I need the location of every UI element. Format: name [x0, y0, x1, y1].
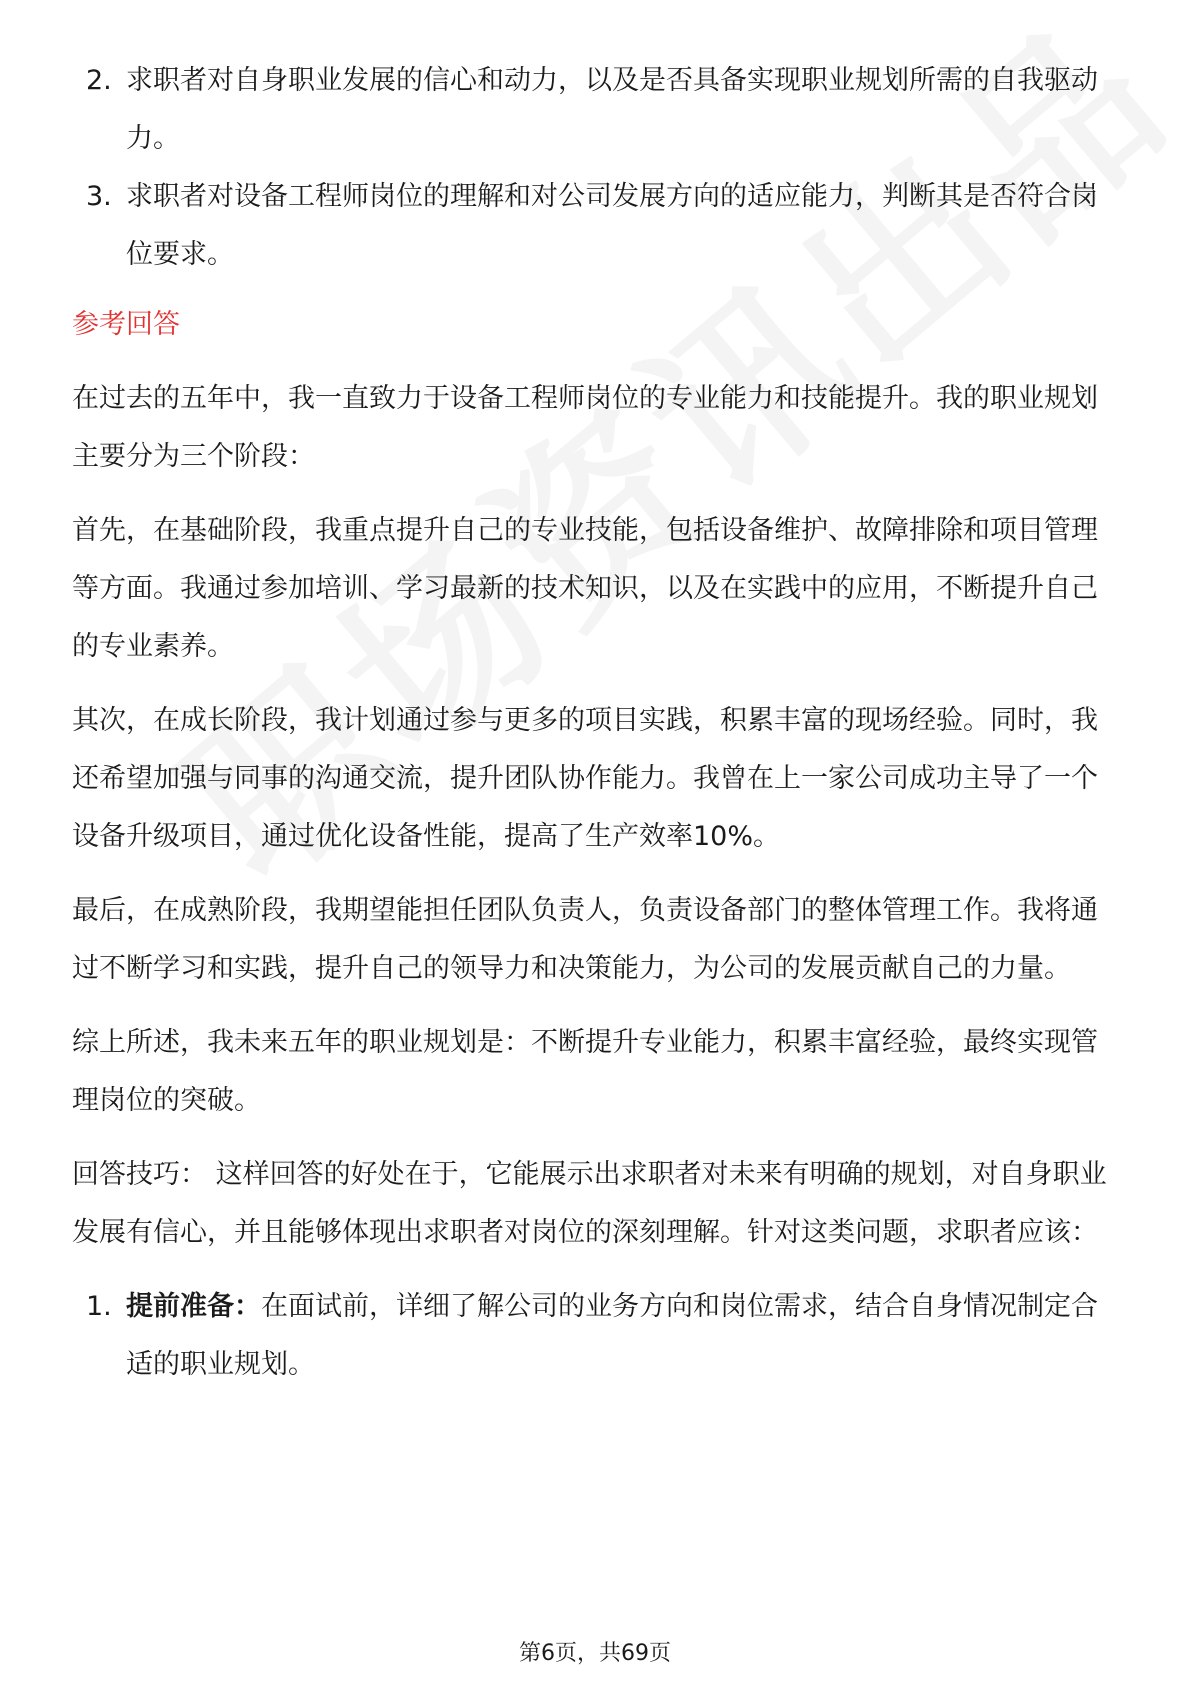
paragraph-intro: 在过去的五年中，我一直致力于设备工程师岗位的专业能力和技能提升。我的职业规划主要分为三个阶段： [72, 383, 1098, 472]
list-number: 3. [86, 181, 112, 212]
paragraph-stage-1: 首先，在基础阶段，我重点提升自己的专业技能，包括设备维护、故障排除和项目管理等方面。我通过参加培训、学习最新的技术知识，以及在实践中的应用，不断提升自己的专业素养。 [72, 515, 1098, 662]
list-item [72, 52, 1122, 168]
list-label: 提前准备： [126, 1291, 261, 1322]
answer-heading: 参考回答 [72, 309, 180, 340]
paragraph-summary: 综上所述，我未来五年的职业规划是：不断提升专业能力，积累丰富经验，最终实现管理岗位的突破。 [72, 1027, 1098, 1116]
document-body [72, 52, 1122, 1394]
intro-list [72, 52, 1122, 284]
page-footer: 第6页，共69页 [519, 1641, 671, 1666]
list-number: 1. [86, 1291, 112, 1322]
list-item [72, 168, 1122, 284]
list-text: 求职者对设备工程师岗位的理解和对公司发展方向的适应能力，判断其是否符合岗位要求。 [126, 181, 1098, 270]
tips-list [72, 1278, 1122, 1394]
list-number: 2. [86, 65, 112, 96]
paragraph-tips: 回答技巧： 这样回答的好处在于，它能展示出求职者对未来有明确的规划，对自身职业发展有信心，并且能够体现出求职者对岗位的深刻理解。针对这类问题，求职者应该： [72, 1159, 1107, 1248]
list-text: 在面试前，详细了解公司的业务方向和岗位需求，结合自身情况制定合适的职业规划。 [126, 1291, 1098, 1380]
list-text: 求职者对自身职业发展的信心和动力，以及是否具备实现职业规划所需的自我驱动力。 [126, 65, 1098, 154]
paragraph-stage-3: 最后，在成熟阶段，我期望能担任团队负责人，负责设备部门的整体管理工作。我将通过不断学习和实践，提升自己的领导力和决策能力，为公司的发展贡献自己的力量。 [72, 895, 1098, 984]
list-item [72, 1278, 1122, 1394]
paragraph-stage-2: 其次，在成长阶段，我计划通过参与更多的项目实践，积累丰富的现场经验。同时，我还希望加强与同事的沟通交流，提升团队协作能力。我曾在上一家公司成功主导了一个设备升级项目，通过优化设备性能，提高了生产效率10%。 [72, 705, 1098, 852]
